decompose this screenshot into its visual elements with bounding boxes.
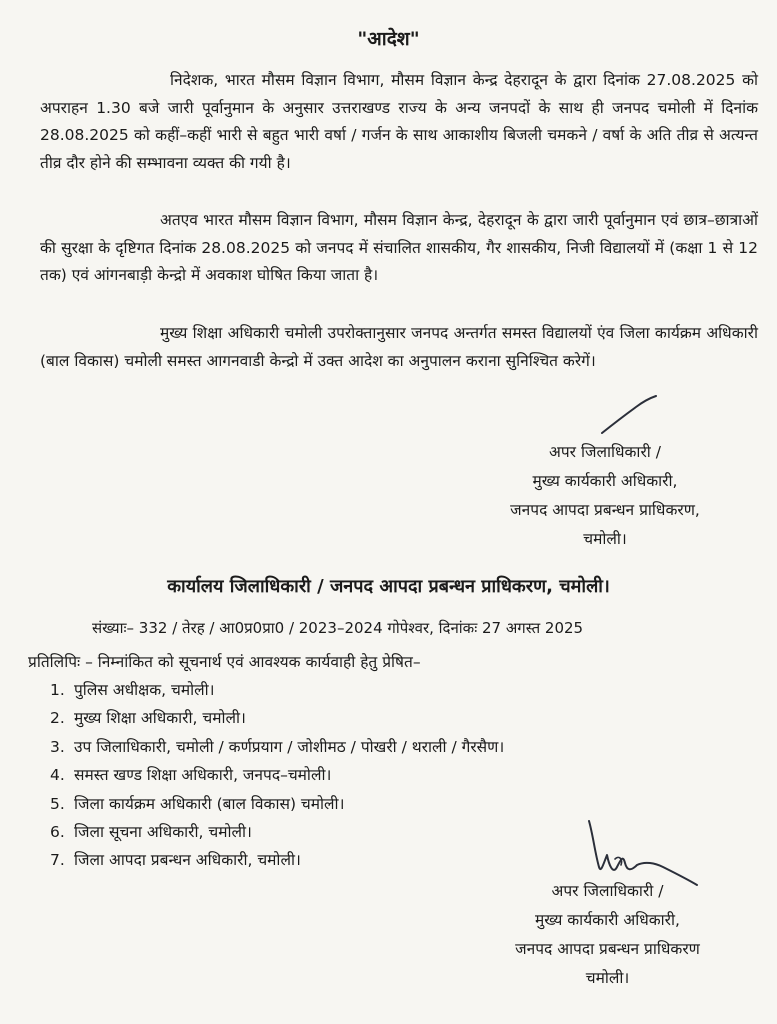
office-heading: कार्यालय जिलाधिकारी / जनपद आपदा प्रबन्धन प्राधिकरण, चमोली।	[167, 576, 610, 597]
signature-bottom-officer: मुख्य कार्यकारी अधिकारी,	[535, 911, 680, 929]
signature-top-designation: अपर जिलाधिकारी /	[549, 443, 661, 461]
signature-top-district: चमोली।	[583, 530, 627, 548]
list-item: 3. उप जिलाधिकारी, चमोली / कर्णप्रयाग / जोशीमठ / पोखरी / थराली / गैरसैण।	[50, 737, 505, 756]
signature-bottom-designation: अपर जिलाधिकारी /	[551, 882, 664, 900]
list-item: 7. जिला आपदा प्रबन्धन अधिकारी, चमोली।	[50, 851, 301, 870]
signature-bottom-district: चमोली।	[585, 969, 630, 987]
list-item: 4. समस्त खण्ड शिक्षा अधिकारी, जनपद–चमोली।	[50, 766, 332, 785]
list-item: 1. पुलिस अधीक्षक, चमोली।	[50, 681, 215, 699]
signature-block-top	[485, 438, 725, 554]
copy-intro: प्रतिलिपिः – निम्नांकित को सूचनार्थ एवं आवश्यक कार्यवाही हेतु प्रेषित–	[28, 653, 421, 671]
signature-top-authority: जनपद आपदा प्रबन्धन प्राधिकरण,	[510, 501, 700, 519]
paragraph-forecast: निदेशक, भारत मौसम विज्ञान विभाग, मौसम विज्ञान केन्द्र देहरादून के द्वारा दिनांक 27.08.2025 को अपराहन 1.30 बजे जारी पूर्वानुमान के अनुसार उत्तराखण्ड राज्य के अन्य जनपदों के साथ ही जनपद चमोली में दिनांक 28.08.2025 को कहीं–कहीं भारी से बहुत भारी वर्षा / गर्जन के साथ आकाशीय बिजली चमकने / वर्षा के अति तीव्र से अत्यन्त तीव्र दौर होने की सम्भावना व्यक्त की गयी है।	[40, 71, 758, 172]
signature-bottom-authority: जनपद आपदा प्रबन्धन प्राधिकरण	[515, 940, 700, 958]
list-item: 6. जिला सूचना अधिकारी, चमोली।	[50, 822, 252, 841]
signature-top-officer: मुख्य कार्यकारी अधिकारी,	[532, 472, 678, 490]
signature-block-bottom	[480, 877, 735, 993]
recipient-list	[50, 676, 504, 875]
reference-number: संख्याः– 332 / तेरह / आ0प्र0प्रा0 / 2023–2024 गोपेश्वर, दिनांकः 27 अगस्त 2025	[92, 619, 584, 637]
paragraph-holiday: अतएव भारत मौसम विज्ञान विभाग, मौसम विज्ञान केन्द्र, देहरादून के द्वारा जारी पूर्वानुमान एवं छात्र–छात्राओं की सुरक्षा के दृष्टिगत दिनांक 28.08.2025 को जनपद में संचालित शासकीय, गैर शासकीय, निजी विद्यालयों में (कक्षा 1 से 12 तक) एवं आंगनबाड़ी केन्द्रो में अवकाश घोषित किया जाता है।	[40, 211, 758, 285]
order-heading: "आदेश"	[357, 28, 420, 50]
list-item: 5. जिला कार्यक्रम अधिकारी (बाल विकास) चमोली।	[50, 794, 345, 813]
signature-mark-top	[600, 395, 660, 435]
paragraph-compliance: मुख्य शिक्षा अधिकारी चमोली उपरोक्तानुसार जनपद अन्तर्गत समस्त विद्यालयों एंव जिला कार्यक्रम अधिकारी (बाल विकास) चमोली समस्त आगनवाडी केन्द्रो में उक्त आदेश का अनुपालन कराना सुनिश्चित करेगें।	[40, 324, 758, 370]
list-item: 2. मुख्य शिक्षा अधिकारी, चमोली।	[50, 709, 246, 728]
